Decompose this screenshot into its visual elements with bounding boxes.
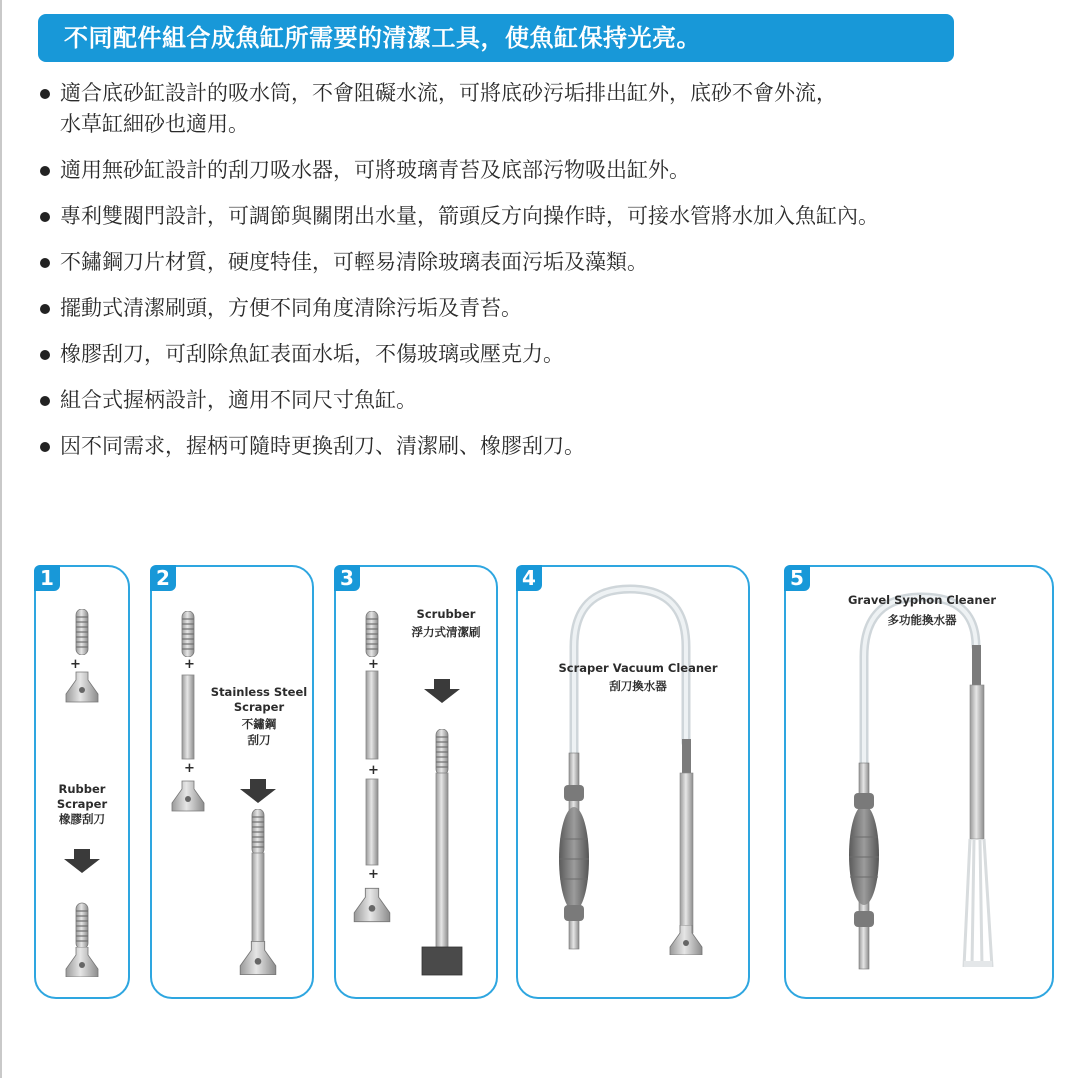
banner-title: 不同配件組合成魚缸所需要的清潔工具，使魚缸保持光亮。: [38, 14, 954, 62]
panel-label-zh: 橡膠刮刀: [59, 812, 105, 826]
panel-scraper-vacuum: [516, 565, 750, 999]
scraper-vacuum-illustration: [518, 567, 752, 1001]
panel-label-en: Scraper: [56, 797, 108, 811]
list-item: [38, 78, 1068, 140]
panel-number: 4: [516, 565, 542, 591]
plus-sign: +: [368, 657, 379, 672]
plus-sign: +: [184, 761, 195, 776]
panel-scrubber: [334, 565, 498, 999]
panel-label-en: Gravel Syphon Cleaner: [847, 593, 996, 607]
panel-stainless-scraper: [150, 565, 314, 999]
list-item: [38, 247, 1068, 278]
list-item-text: 因不同需求，握柄可隨時更換刮刀、清潔刷、橡膠刮刀。: [60, 434, 585, 458]
list-item-text: 組合式握柄設計，適用不同尺寸魚缸。: [60, 388, 417, 412]
plus-sign: +: [368, 763, 379, 778]
page-edge: [0, 0, 2, 1078]
plus-sign: +: [368, 867, 379, 882]
list-item: [38, 431, 1068, 462]
bullet-dot: [40, 350, 50, 360]
panel-label-zh: 不鏽鋼: [241, 717, 277, 731]
panel-label-en: Scrubber: [416, 607, 476, 621]
panel-label-en: Scraper Vacuum Cleaner: [558, 661, 718, 675]
bullet-dot: [40, 442, 50, 452]
panel-number: 3: [334, 565, 360, 591]
list-item: [38, 201, 1068, 232]
panel-label-zh: 刮刀換水器: [609, 679, 667, 693]
list-item: [38, 339, 1068, 370]
list-item: [38, 385, 1068, 416]
bullet-dot: [40, 396, 50, 406]
panel-label-en: Scraper: [233, 700, 285, 714]
panel-label-zh: 刮刀: [247, 733, 271, 747]
panel-number: 2: [150, 565, 176, 591]
stainless-scraper-illustration: [152, 567, 316, 1001]
panel-label-zh: 多功能換水器: [887, 613, 957, 627]
panel-label-en: Rubber: [58, 782, 106, 796]
list-item-text: 不鏽鋼刀片材質，硬度特佳，可輕易清除玻璃表面污垢及藻類。: [60, 250, 648, 274]
gravel-syphon-illustration: [786, 567, 1056, 1001]
plus-sign: +: [184, 657, 195, 672]
panel-number: 1: [34, 565, 60, 591]
list-item-text: 適用無砂缸設計的刮刀吸水器，可將玻璃青苔及底部污物吸出缸外。: [60, 158, 690, 182]
panel-rubber-scraper: [34, 565, 130, 999]
plus-sign: +: [70, 657, 81, 672]
bullet-dot: [40, 89, 50, 99]
panel-number: 5: [784, 565, 810, 591]
feature-list: [38, 78, 1068, 477]
list-item-text: 適合底砂缸設計的吸水筒，不會阻礙水流，可將底砂污垢排出缸外，底砂不會外流，: [60, 81, 837, 105]
list-item-text: 水草缸細砂也適用。: [60, 112, 249, 136]
list-item: [38, 293, 1068, 324]
panel-label-en: Stainless Steel: [210, 685, 308, 699]
panel-label-zh: 浮力式清潔刷: [411, 625, 481, 639]
list-item-text: 橡膠刮刀，可刮除魚缸表面水垢，不傷玻璃或壓克力。: [60, 342, 564, 366]
bullet-dot: [40, 166, 50, 176]
panel-gravel-syphon: [784, 565, 1054, 999]
list-item: [38, 155, 1068, 186]
bullet-dot: [40, 212, 50, 222]
list-item-text: 擺動式清潔刷頭，方便不同角度清除污垢及青苔。: [60, 296, 522, 320]
bullet-dot: [40, 304, 50, 314]
list-item-text: 專利雙閥門設計，可調節與關閉出水量，箭頭反方向操作時，可接水管將水加入魚缸內。: [60, 204, 879, 228]
bullet-dot: [40, 258, 50, 268]
